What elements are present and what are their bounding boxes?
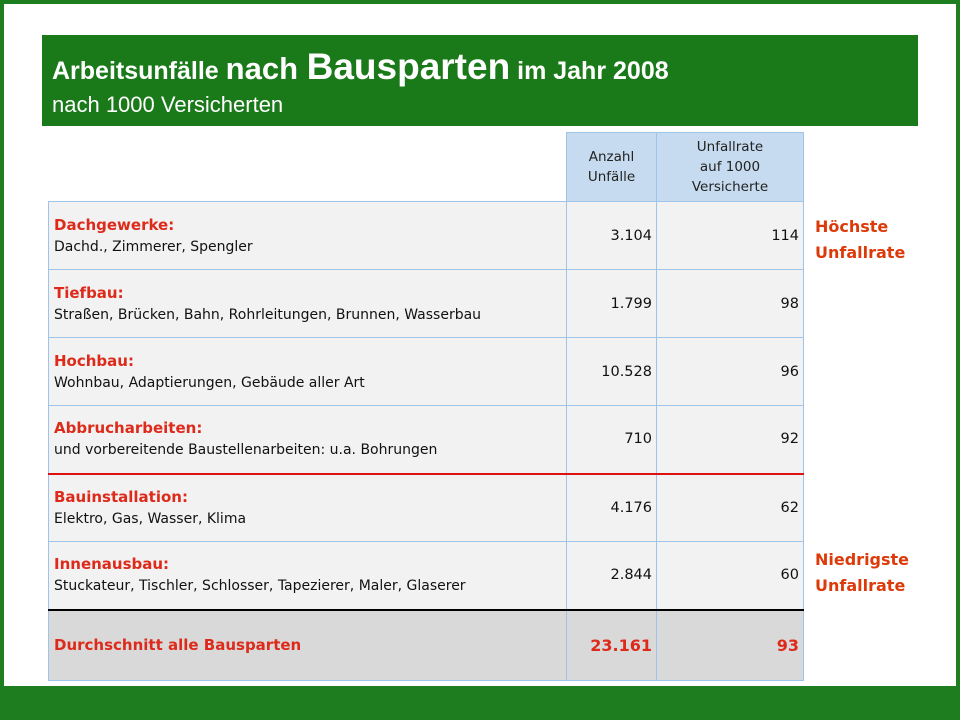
- category-detail: Elektro, Gas, Wasser, Klima: [54, 510, 247, 527]
- average-row: [49, 610, 804, 681]
- row-label: [49, 406, 567, 474]
- average-rate: 93: [657, 610, 804, 681]
- category-name: Hochbau:: [54, 351, 134, 370]
- footer-bar: [0, 686, 960, 720]
- annotation-lowest-line-1: Niedrigste: [815, 550, 910, 569]
- count-cell: 710: [567, 406, 657, 474]
- row-label: [49, 270, 567, 338]
- row-label: [49, 542, 567, 610]
- rate-cell: 92: [657, 406, 804, 474]
- count-cell: 3.104: [567, 202, 657, 270]
- title-part-1: Arbeitsunfälle: [52, 57, 226, 85]
- row-label: [49, 474, 567, 542]
- category-detail: Wohnbau, Adaptierungen, Gebäude aller Art: [54, 374, 365, 391]
- table-row: [49, 474, 804, 542]
- title-banner: [42, 35, 918, 126]
- header-rate-line-2: auf 1000: [699, 159, 761, 175]
- title-part-3: Bausparten: [306, 46, 511, 87]
- header-count-line-1: Anzahl: [588, 149, 635, 165]
- count-cell: 2.844: [567, 542, 657, 610]
- count-cell: 1.799: [567, 270, 657, 338]
- header-row: [49, 133, 804, 202]
- category-detail: und vorbereitende Baustellenarbeiten: u.a. Bohrungen: [54, 442, 438, 459]
- header-rate-line-3: Versicherte: [691, 179, 769, 195]
- accident-table: [48, 132, 804, 681]
- category-name: Innenausbau:: [54, 555, 170, 574]
- category-name: Abbrucharbeiten:: [54, 419, 203, 438]
- header-count-line-2: Unfälle: [587, 169, 636, 185]
- title-part-4: im Jahr 2008: [510, 57, 669, 85]
- category-detail: Straßen, Brücken, Bahn, Rohrleitungen, Brunnen, Wasserbau: [54, 306, 482, 323]
- category-name: Dachgewerke:: [54, 215, 175, 234]
- rate-cell: 96: [657, 338, 804, 406]
- header-count: [567, 133, 657, 202]
- table-row: [49, 270, 804, 338]
- average-label-cell: [49, 610, 567, 681]
- title-part-2: nach: [225, 51, 307, 86]
- header-rate: [657, 133, 804, 202]
- row-label: [49, 338, 567, 406]
- average-count: 23.161: [567, 610, 657, 681]
- count-cell: 4.176: [567, 474, 657, 542]
- rate-cell: 114: [657, 202, 804, 270]
- annotation-lowest: [815, 547, 909, 599]
- table-row: [49, 202, 804, 270]
- table-row: [49, 542, 804, 610]
- annotation-highest-line-1: Höchste: [815, 217, 889, 236]
- page-subtitle: nach 1000 Versicherten: [52, 92, 284, 117]
- annotation-highest: [815, 214, 905, 266]
- annotation-lowest-line-2: Unfallrate: [815, 576, 906, 595]
- header-blank: [49, 133, 567, 202]
- table-row: [49, 338, 804, 406]
- row-label: [49, 202, 567, 270]
- table-row: [49, 406, 804, 474]
- rate-cell: 62: [657, 474, 804, 542]
- page-title: [52, 45, 918, 93]
- average-label: Durchschnitt alle Bausparten: [54, 636, 302, 655]
- category-detail: Stuckateur, Tischler, Schlosser, Tapezierer, Maler, Glaserer: [54, 578, 466, 595]
- category-name: Tiefbau:: [54, 283, 124, 302]
- category-name: Bauinstallation:: [54, 487, 188, 506]
- rate-cell: 60: [657, 542, 804, 610]
- header-rate-line-1: Unfallrate: [696, 139, 764, 155]
- annotation-highest-line-2: Unfallrate: [815, 243, 906, 262]
- rate-cell: 98: [657, 270, 804, 338]
- category-detail: Dachd., Zimmerer, Spengler: [54, 238, 253, 255]
- count-cell: 10.528: [567, 338, 657, 406]
